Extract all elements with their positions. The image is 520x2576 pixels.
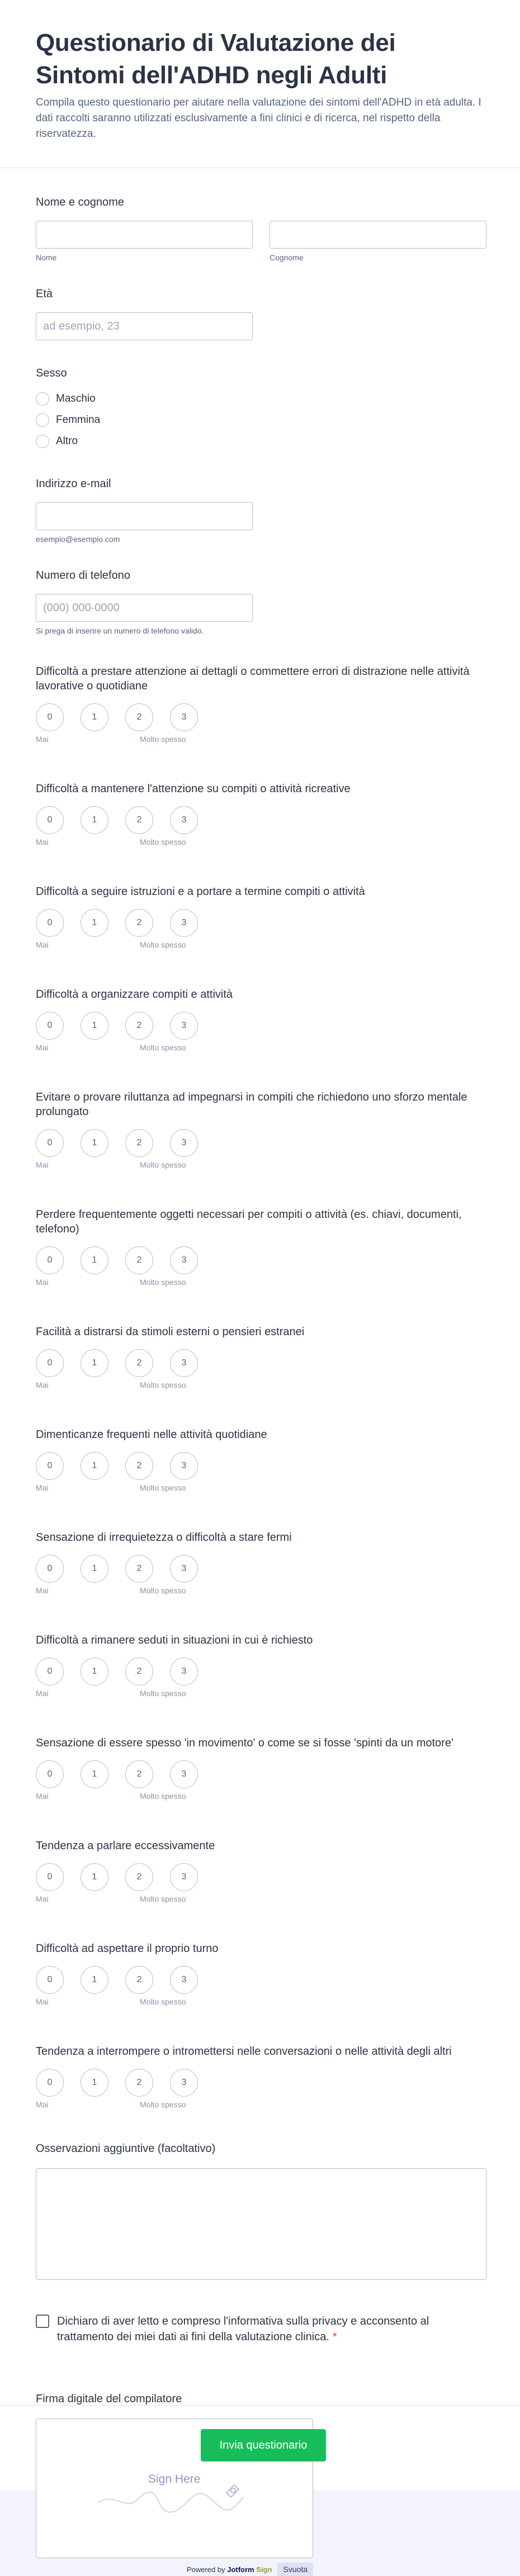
scale-min-label: Mai <box>36 1997 49 2006</box>
scale-max-label: Molto spesso <box>140 940 186 949</box>
scale-labels <box>36 1997 484 2010</box>
scale-question <box>36 884 484 953</box>
sex-radio-group <box>36 388 484 452</box>
scale-min-label: Mai <box>36 1483 49 1492</box>
scale-option-0[interactable]: 0 <box>36 1863 64 1891</box>
scale-question <box>36 1633 484 1701</box>
question-label: Sensazione di essere spesso 'in movimento' o come se si fosse 'spinti da un motore' <box>36 1737 453 1749</box>
scale-question <box>36 782 484 850</box>
phone-input[interactable] <box>36 594 253 622</box>
email-input[interactable] <box>36 502 253 530</box>
scale-option-0[interactable]: 0 <box>36 1555 64 1583</box>
scale-max-label: Molto spesso <box>140 1792 186 1801</box>
powered-prefix: Powered by <box>186 2565 225 2574</box>
form-content <box>0 195 520 2576</box>
question-label: Evitare o provare riluttanza ad impegnarsi in compiti che richiedono uno sforzo mentale prolungato <box>36 1091 467 1118</box>
scale-min-label: Mai <box>36 1043 49 1052</box>
scale-max-label: Molto spesso <box>140 1586 186 1595</box>
submit-button[interactable]: Invia questionario <box>201 2429 326 2461</box>
scale-min-label: Mai <box>36 940 49 949</box>
question-label: Difficoltà a prestare attenzione ai dettagli o commettere errori di distrazione nelle attività lavorative o quotidiane <box>36 665 470 692</box>
clear-signature-button[interactable]: Svuota <box>277 2563 313 2576</box>
scale-option-0[interactable]: 0 <box>36 1760 64 1788</box>
scale-option-0[interactable]: 0 <box>36 1246 64 1274</box>
scale-max-label: Molto spesso <box>140 837 186 846</box>
scale-option-2[interactable]: 2 <box>125 1966 153 1994</box>
scale-labels <box>36 735 484 747</box>
scale-question <box>36 987 484 1055</box>
scale-min-label: Mai <box>36 1792 49 1801</box>
scale-option-2[interactable]: 2 <box>125 1555 153 1583</box>
scale-option-1[interactable]: 1 <box>81 1129 108 1157</box>
question-label: Facilità a distrarsi da stimoli esterni o pensieri estranei <box>36 1326 305 1338</box>
scale-option-2[interactable]: 2 <box>125 1349 153 1377</box>
rating-scale <box>36 1555 484 1583</box>
notes-field <box>36 2141 484 2280</box>
scale-option-2[interactable]: 2 <box>125 1246 153 1274</box>
scale-max-label: Molto spesso <box>140 1997 186 2006</box>
scale-option-1[interactable]: 1 <box>81 909 108 937</box>
form-header <box>0 0 520 168</box>
scale-labels <box>36 940 484 953</box>
question-label: Tendenza a parlare eccessivamente <box>36 1840 215 1852</box>
form-title: Questionario di Valutazione dei Sintomi dell'ADHD negli Adulti <box>36 29 396 89</box>
scale-min-label: Mai <box>36 1160 49 1169</box>
rating-scale <box>36 909 484 937</box>
sex-option-female[interactable] <box>36 410 484 431</box>
phone-sublabel: Si prega di inserire un numero di telefono valido. <box>36 626 204 635</box>
rating-scale <box>36 1012 484 1040</box>
scale-option-3[interactable]: 3 <box>170 1012 198 1040</box>
scale-option-2[interactable]: 2 <box>125 1760 153 1788</box>
scale-question <box>36 2044 484 2112</box>
scale-option-0[interactable]: 0 <box>36 909 64 937</box>
scale-option-1[interactable]: 1 <box>81 1452 108 1480</box>
scale-option-0[interactable]: 0 <box>36 1012 64 1040</box>
scale-option-2[interactable]: 2 <box>125 806 153 834</box>
scale-min-label: Mai <box>36 1689 49 1698</box>
scale-max-label: Molto spesso <box>140 735 186 744</box>
scale-option-2[interactable]: 2 <box>125 1012 153 1040</box>
first-name-input[interactable] <box>36 221 253 249</box>
scale-option-1[interactable]: 1 <box>81 703 108 731</box>
scale-labels <box>36 1380 484 1393</box>
sex-field <box>36 366 484 452</box>
radio-button[interactable] <box>36 413 49 427</box>
scale-option-1[interactable]: 1 <box>81 2069 108 2097</box>
age-input[interactable] <box>36 312 253 340</box>
scale-option-0[interactable]: 0 <box>36 806 64 834</box>
scale-option-0[interactable]: 0 <box>36 1349 64 1377</box>
question-label: Difficoltà a mantenere l'attenzione su compiti o attività ricreative <box>36 783 351 795</box>
powered-brand-suffix: Sign <box>256 2565 272 2574</box>
scale-option-1[interactable]: 1 <box>81 1349 108 1377</box>
scale-question <box>36 1839 484 1907</box>
scale-option-3[interactable]: 3 <box>170 1452 198 1480</box>
scale-question <box>36 1530 484 1598</box>
scale-max-label: Molto spesso <box>140 1043 186 1052</box>
radio-button[interactable] <box>36 435 49 448</box>
scale-option-1[interactable]: 1 <box>81 1246 108 1274</box>
symptom-questions <box>36 664 484 2112</box>
question-label: Perdere frequentemente oggetti necessari per compiti o attività (es. chiavi, documenti, telefono) <box>36 1208 462 1235</box>
scale-question <box>36 1427 484 1496</box>
question-label: Difficoltà a rimanere seduti in situazioni in cui è richiesto <box>36 1634 313 1646</box>
scale-labels <box>36 837 484 850</box>
scale-min-label: Mai <box>36 1894 49 1903</box>
scale-option-2[interactable]: 2 <box>125 2069 153 2097</box>
scale-option-1[interactable]: 1 <box>81 1863 108 1891</box>
sex-option-male[interactable] <box>36 388 484 410</box>
rating-scale <box>36 2069 484 2097</box>
rating-scale <box>36 806 484 834</box>
scale-min-label: Mai <box>36 1586 49 1595</box>
scale-option-1[interactable]: 1 <box>81 1658 108 1685</box>
age-label: Età <box>36 288 53 300</box>
scale-option-1[interactable]: 1 <box>81 1012 108 1040</box>
scale-max-label: Molto spesso <box>140 1483 186 1492</box>
scale-option-3[interactable]: 3 <box>170 1658 198 1685</box>
first-name-sublabel: Nome <box>36 253 57 262</box>
scale-option-3[interactable]: 3 <box>170 1555 198 1583</box>
question-label: Dimenticanze frequenti nelle attività quotidiane <box>36 1429 267 1441</box>
scale-question <box>36 1941 484 2010</box>
scale-question <box>36 1736 484 1804</box>
sex-option-other[interactable] <box>36 431 484 452</box>
scale-labels <box>36 1792 484 1804</box>
scale-option-2[interactable]: 2 <box>125 1863 153 1891</box>
scale-option-3[interactable]: 3 <box>170 1349 198 1377</box>
rating-scale <box>36 1246 484 1274</box>
signature-placeholder: Sign Here <box>148 2473 201 2485</box>
scale-question <box>36 664 484 747</box>
email-field <box>36 477 484 544</box>
rating-scale <box>36 1452 484 1480</box>
consent-field <box>36 2313 484 2345</box>
rating-scale <box>36 1966 484 1994</box>
rating-scale <box>36 703 484 731</box>
question-label: Difficoltà a organizzare compiti e attività <box>36 988 233 1001</box>
scale-option-3[interactable]: 3 <box>170 2069 198 2097</box>
scale-labels <box>36 1278 484 1290</box>
scale-max-label: Molto spesso <box>140 1894 186 1903</box>
last-name-sublabel: Cognome <box>270 253 304 262</box>
scale-max-label: Molto spesso <box>140 1380 186 1389</box>
scale-max-label: Molto spesso <box>140 2100 186 2109</box>
scale-option-0[interactable]: 0 <box>36 1452 64 1480</box>
scale-min-label: Mai <box>36 1278 49 1287</box>
scale-option-2[interactable]: 2 <box>125 1658 153 1685</box>
scale-option-2[interactable]: 2 <box>125 1129 153 1157</box>
scale-option-3[interactable]: 3 <box>170 1966 198 1994</box>
rating-scale <box>36 1760 484 1788</box>
rating-scale <box>36 1349 484 1377</box>
scale-labels <box>36 2100 484 2112</box>
scale-min-label: Mai <box>36 837 49 846</box>
age-field <box>36 287 484 340</box>
scale-labels <box>36 1894 484 1907</box>
signature-footer <box>36 2563 313 2576</box>
consent-label <box>57 2313 484 2345</box>
question-label: Difficoltà a seguire istruzioni e a portare a termine compiti o attività <box>36 885 365 898</box>
scale-option-3[interactable]: 3 <box>170 806 198 834</box>
name-label: Nome e cognome <box>36 196 124 208</box>
phone-field <box>36 568 484 635</box>
last-name-input[interactable] <box>270 221 486 249</box>
rating-scale <box>36 1129 484 1157</box>
scale-option-3[interactable]: 3 <box>170 1760 198 1788</box>
signature-label: Firma digitale del compilatore <box>36 2393 182 2405</box>
powered-brand: Jotform <box>227 2565 254 2574</box>
question-label: Difficoltà ad aspettare il proprio turno <box>36 1942 219 1955</box>
question-label: Sensazione di irrequietezza o difficoltà a stare fermi <box>36 1531 292 1544</box>
scale-option-0[interactable]: 0 <box>36 1129 64 1157</box>
scale-labels <box>36 1483 484 1496</box>
scale-max-label: Molto spesso <box>140 1160 186 1169</box>
sex-label: Sesso <box>36 367 67 379</box>
notes-textarea[interactable] <box>36 2168 486 2280</box>
radio-label: Altro <box>56 435 78 447</box>
phone-label: Numero di telefono <box>36 569 130 582</box>
scale-option-3[interactable]: 3 <box>170 1129 198 1157</box>
scale-option-2[interactable]: 2 <box>125 1452 153 1480</box>
rating-scale <box>36 1658 484 1685</box>
form-description: Compila questo questionario per aiutare nella valutazione dei sintomi dell'ADHD in età adulta. I dati raccolti saranno utilizzati esclusivamente a fini clinici e di ricerca, nel rispetto della riservatezza. <box>36 97 481 140</box>
question-label: Tendenza a interrompere o intromettersi nelle conversazioni o nelle attività degli altri <box>36 2045 452 2058</box>
required-mark: * <box>332 2331 337 2343</box>
scale-option-3[interactable]: 3 <box>170 1246 198 1274</box>
scale-option-3[interactable]: 3 <box>170 909 198 937</box>
email-label: Indirizzo e-mail <box>36 478 111 490</box>
scale-labels <box>36 1586 484 1598</box>
scale-option-0[interactable]: 0 <box>36 1658 64 1685</box>
scale-question <box>36 1090 484 1173</box>
scale-labels <box>36 1160 484 1173</box>
scale-max-label: Molto spesso <box>140 1278 186 1287</box>
scale-option-1[interactable]: 1 <box>81 806 108 834</box>
scale-labels <box>36 1689 484 1701</box>
scale-min-label: Mai <box>36 1380 49 1389</box>
form-footer <box>0 2405 520 2491</box>
scale-min-label: Mai <box>36 2100 49 2109</box>
scale-question <box>36 1207 484 1290</box>
scale-option-1[interactable]: 1 <box>81 1555 108 1583</box>
notes-label: Osservazioni aggiuntive (facoltativo) <box>36 2142 216 2155</box>
scale-option-0[interactable]: 0 <box>36 703 64 731</box>
email-sublabel: esempio@esempio.com <box>36 535 120 544</box>
scale-min-label: Mai <box>36 735 49 744</box>
rating-scale <box>36 1863 484 1891</box>
scale-option-3[interactable]: 3 <box>170 703 198 731</box>
radio-label: Femmina <box>56 414 101 426</box>
name-field <box>36 195 484 262</box>
scale-option-0[interactable]: 0 <box>36 2069 64 2097</box>
scale-option-2[interactable]: 2 <box>125 703 153 731</box>
scale-option-1[interactable]: 1 <box>81 1966 108 1994</box>
consent-text: Dichiaro di aver letto e compreso l'informativa sulla privacy e acconsento al trattamento dei miei dati ai fini della valutazione clinica. <box>57 2315 429 2343</box>
radio-button[interactable] <box>36 392 49 406</box>
scale-option-0[interactable]: 0 <box>36 1966 64 1994</box>
scale-question <box>36 1325 484 1393</box>
consent-checkbox[interactable] <box>36 2315 49 2328</box>
scale-option-3[interactable]: 3 <box>170 1863 198 1891</box>
powered-by <box>187 2565 272 2574</box>
scale-option-2[interactable]: 2 <box>125 909 153 937</box>
scale-max-label: Molto spesso <box>140 1689 186 1698</box>
scale-option-1[interactable]: 1 <box>81 1760 108 1788</box>
scale-labels <box>36 1043 484 1055</box>
radio-label: Maschio <box>56 393 96 404</box>
